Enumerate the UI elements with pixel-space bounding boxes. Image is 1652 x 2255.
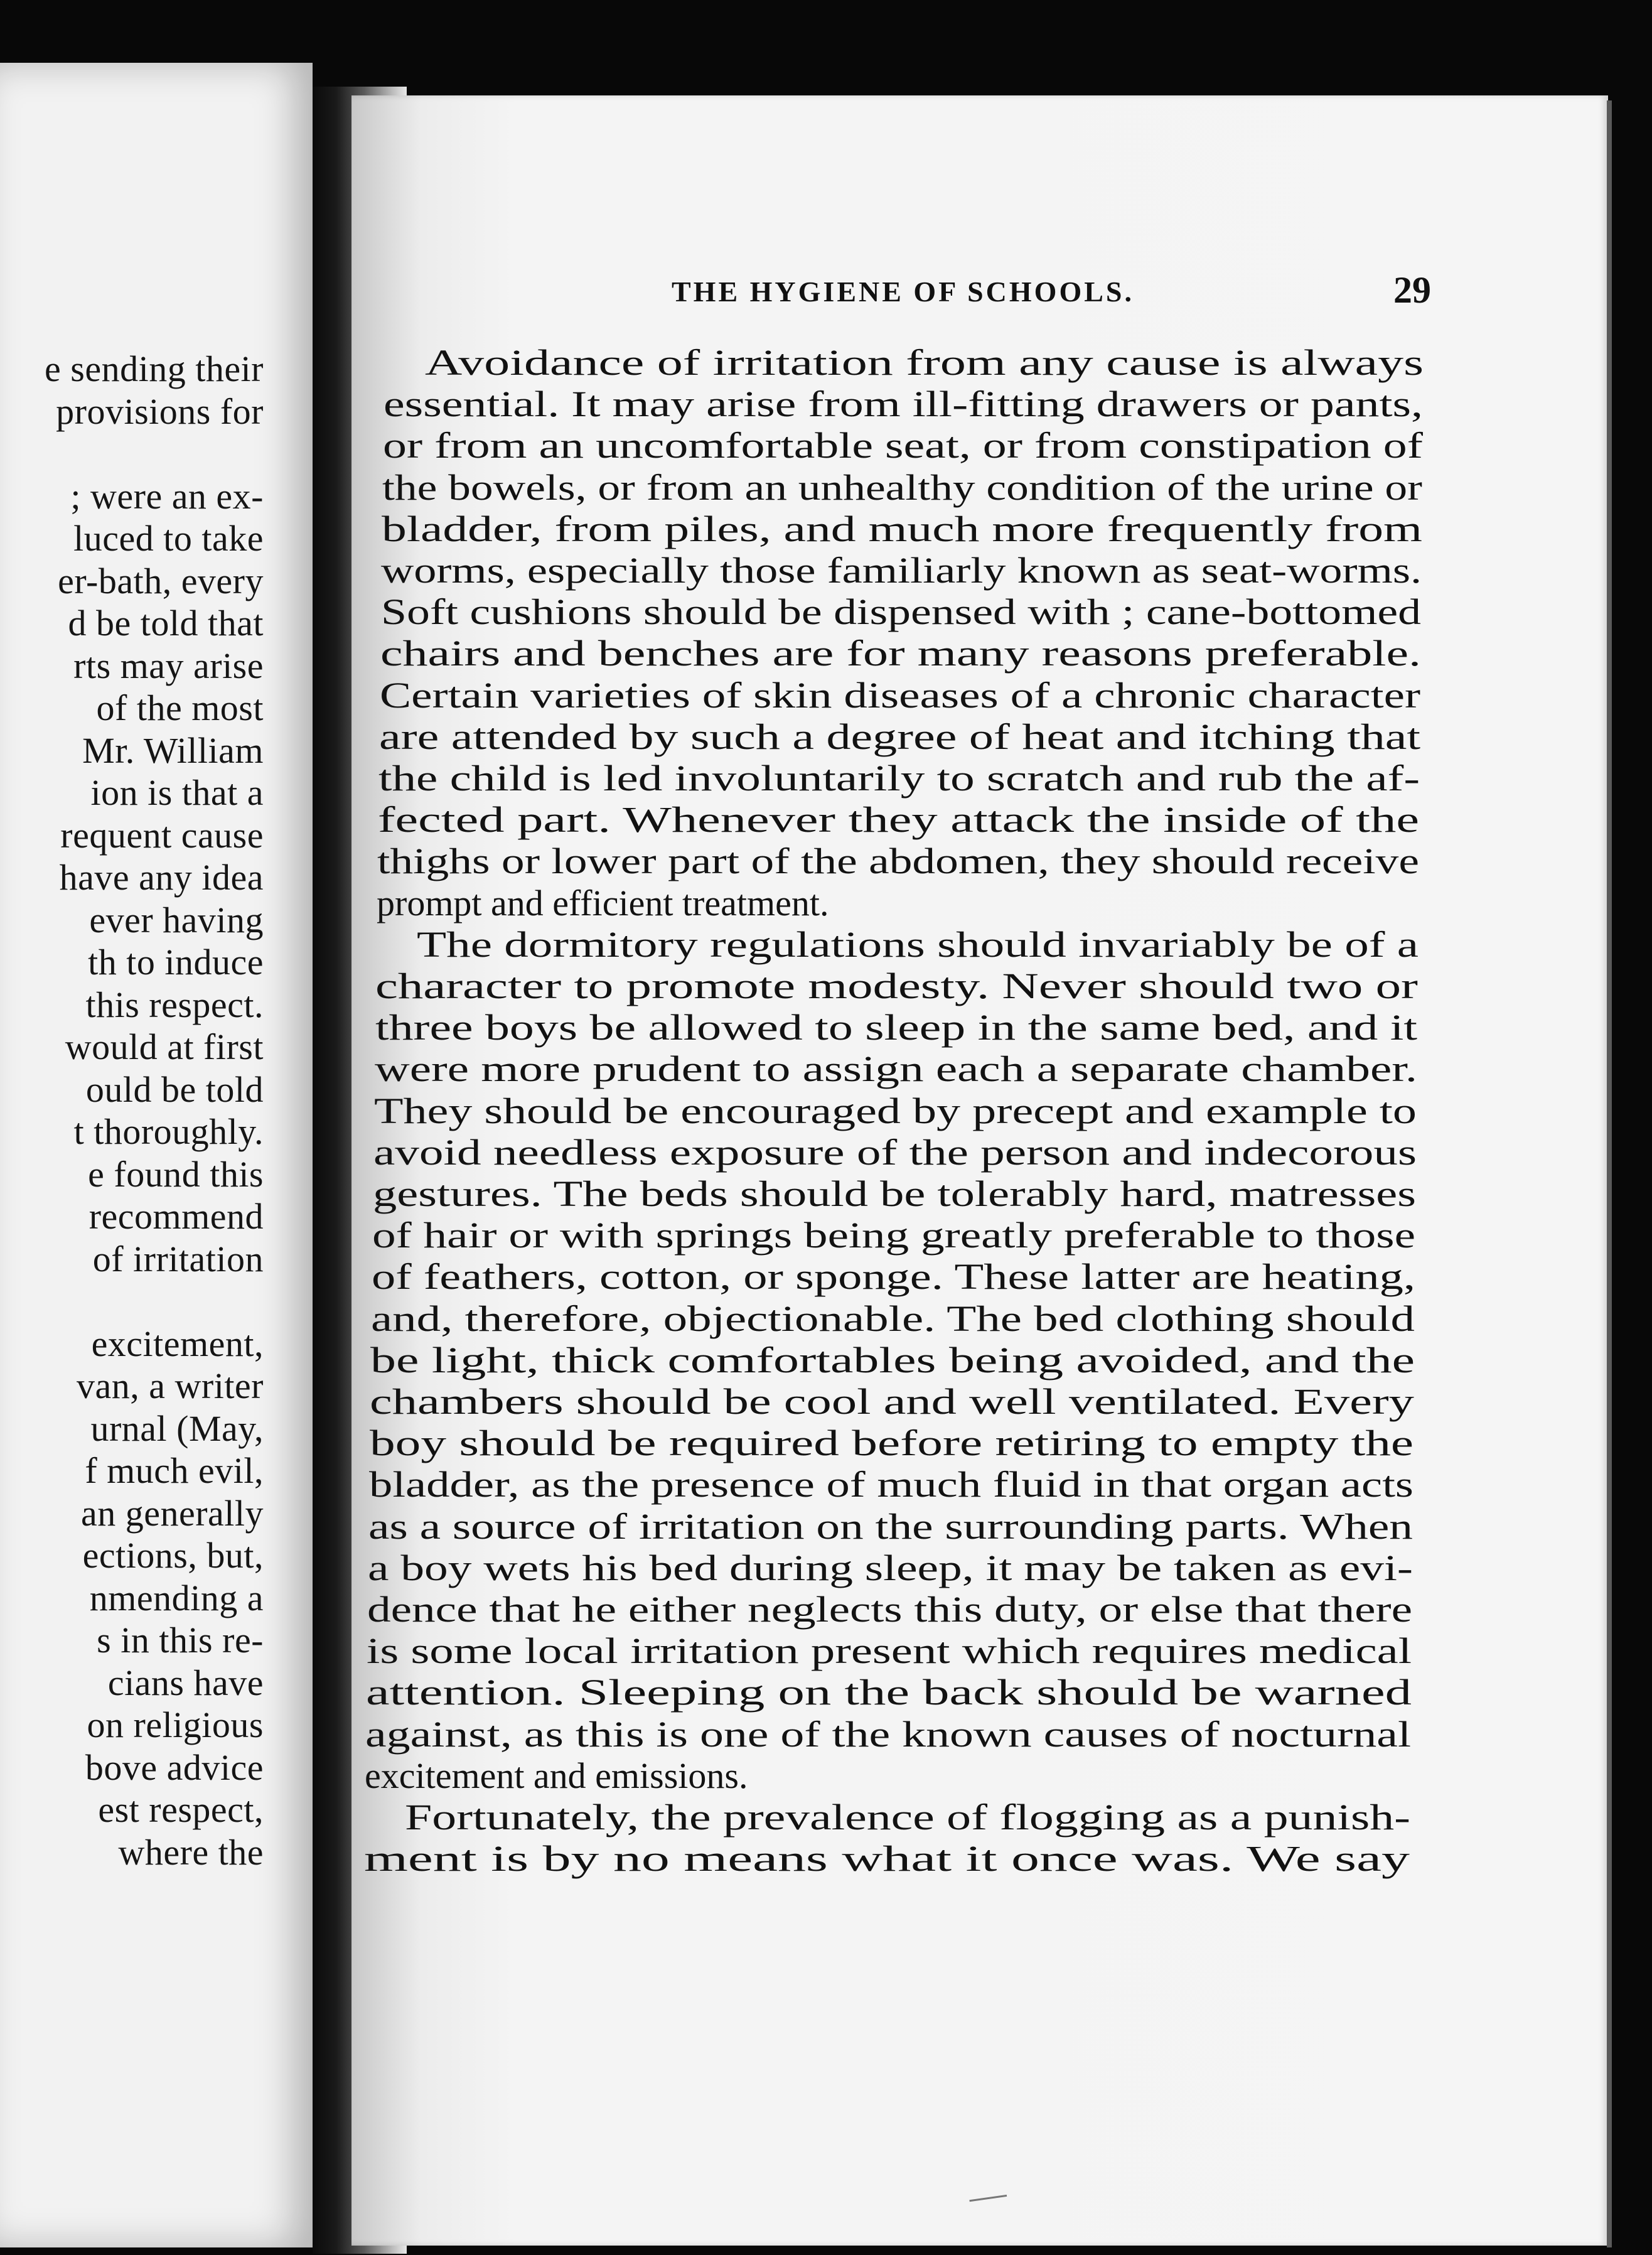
left-page-line: provisions for (56, 390, 264, 432)
body-line: Soft cushions should be dispensed with ; cane-bottomed (381, 591, 1422, 633)
body-line: The dormitory regulations should invariably be of a (417, 923, 1419, 965)
body-line: essential. It may arise from ill-fitting drawers or pants, (384, 384, 1424, 425)
body-line: be light, thick comfortables being avoided, and the (370, 1339, 1415, 1380)
left-page-line: excitement, (91, 1323, 264, 1364)
left-page-line: ould be told (85, 1068, 264, 1110)
left-page-line: t thoroughly. (73, 1111, 264, 1152)
left-page-line: on religious (87, 1704, 264, 1745)
body-line: chairs and benches are for many reasons preferable. (380, 633, 1422, 674)
body-line: Certain varieties of skin diseases of a chronic character (380, 674, 1421, 716)
left-page-line: est respect, (98, 1789, 264, 1830)
body-line: bladder, from piles, and much more frequently from (382, 508, 1423, 549)
body-line: were more prudent to assign each a separate chamber. (375, 1048, 1418, 1090)
left-page-line: of the most (96, 687, 264, 728)
left-page-line: cians have (107, 1662, 264, 1703)
body-line: Fortunately, the prevalence of flogging as a punish- (405, 1797, 1411, 1838)
left-page-line: of irritation (92, 1238, 264, 1279)
left-page-line: th to induce (88, 942, 264, 982)
body-line: ment is by no means what it once was. We say (364, 1838, 1410, 1880)
body-line: avoid needless exposure of the person and indecorous (373, 1131, 1417, 1173)
body-line: They should be encouraged by precept and example to (374, 1090, 1417, 1131)
body-line: boy should be required before retiring to empty the (370, 1423, 1414, 1464)
body-line: against, as this is one of the known causes of nocturnal (365, 1713, 1412, 1755)
body-line: as a source of irritation on the surrounding parts. When (368, 1505, 1413, 1547)
left-page-line: ever having (89, 899, 264, 940)
left-page-line: ; were an ex- (70, 475, 264, 517)
body-line: of hair or with springs being greatly preferable to those (372, 1215, 1416, 1256)
body-line: character to promote modesty. Never should two or (375, 966, 1418, 1006)
left-page-line: luced to take (73, 518, 264, 559)
left-page-line: requent cause (60, 814, 264, 856)
body-line: the child is led involuntarily to scratch and rub the af- (378, 758, 1420, 799)
left-page-line: d be told that (68, 603, 264, 643)
left-page-line: recommend (88, 1196, 264, 1237)
left-page-line: nmending a (89, 1577, 264, 1618)
body-line: prompt and efficient treatment. (377, 882, 829, 923)
left-page-line: ections, but, (82, 1535, 264, 1576)
running-head: THE HYGIENE OF SCHOOLS. (672, 276, 1134, 308)
body-line: attention. Sleeping on the back should be warned (366, 1672, 1412, 1713)
left-page (0, 63, 313, 2247)
left-page-line: er-bath, every (58, 560, 264, 601)
left-page-line: Mr. William (82, 729, 264, 771)
left-page-line: would at first (65, 1026, 264, 1067)
left-page-line: e found this (88, 1153, 264, 1195)
body-line: worms, especially those familiarly known as seat-worms. (381, 550, 1422, 591)
body-line: fected part. Whenever they attack the inside of the (378, 799, 1419, 841)
body-line: bladder, as the presence of much fluid in that organ acts (369, 1464, 1413, 1505)
body-line: is some local irritation present which requires medical (367, 1630, 1412, 1672)
left-page-line: ion is that a (90, 772, 264, 813)
body-line: excitement and emissions. (365, 1755, 748, 1796)
left-page-line: bove advice (85, 1746, 264, 1788)
body-line: Avoidance of irritation from any cause is always (425, 342, 1424, 383)
left-page-line: where the (118, 1831, 264, 1873)
body-line: dence that he either neglects this duty, or else that there (367, 1589, 1412, 1630)
left-page-line: an generally (80, 1492, 264, 1534)
body-line: gestures. The beds should be tolerably hard, matresses (373, 1173, 1416, 1214)
left-page-line: s in this re- (97, 1620, 264, 1660)
left-page-line: van, a writer (77, 1365, 264, 1406)
left-page-line: this respect. (85, 984, 264, 1025)
left-page-line: have any idea (59, 857, 264, 898)
body-line: are attended by such a degree of heat and itching that (379, 716, 1421, 757)
body-line: and, therefore, objectionable. The bed clothing should (371, 1298, 1415, 1339)
left-page-line: f much evil, (85, 1450, 264, 1491)
page-edge (1607, 100, 1612, 2247)
left-page-line: urnal (May, (90, 1407, 264, 1449)
body-line: a boy wets his bed during sleep, it may be taken as evi- (368, 1547, 1413, 1588)
body-line: of feathers, cotton, or sponge. These latter are heating, (372, 1256, 1415, 1298)
body-line: thighs or lower part of the abdomen, they should receive (377, 841, 1419, 882)
body-line: three boys be allowed to sleep in the same bed, and it (375, 1007, 1418, 1048)
body-line: or from an uncomfortable seat, or from constipation of (383, 425, 1423, 466)
page-number: 29 (1393, 269, 1431, 311)
left-page-line: e sending their (45, 348, 264, 389)
body-line: chambers should be cool and well ventilated. Every (370, 1381, 1414, 1422)
body-line: the bowels, or from an unhealthy condition of the urine or (382, 466, 1422, 508)
left-page-line: rts may arise (73, 645, 264, 686)
